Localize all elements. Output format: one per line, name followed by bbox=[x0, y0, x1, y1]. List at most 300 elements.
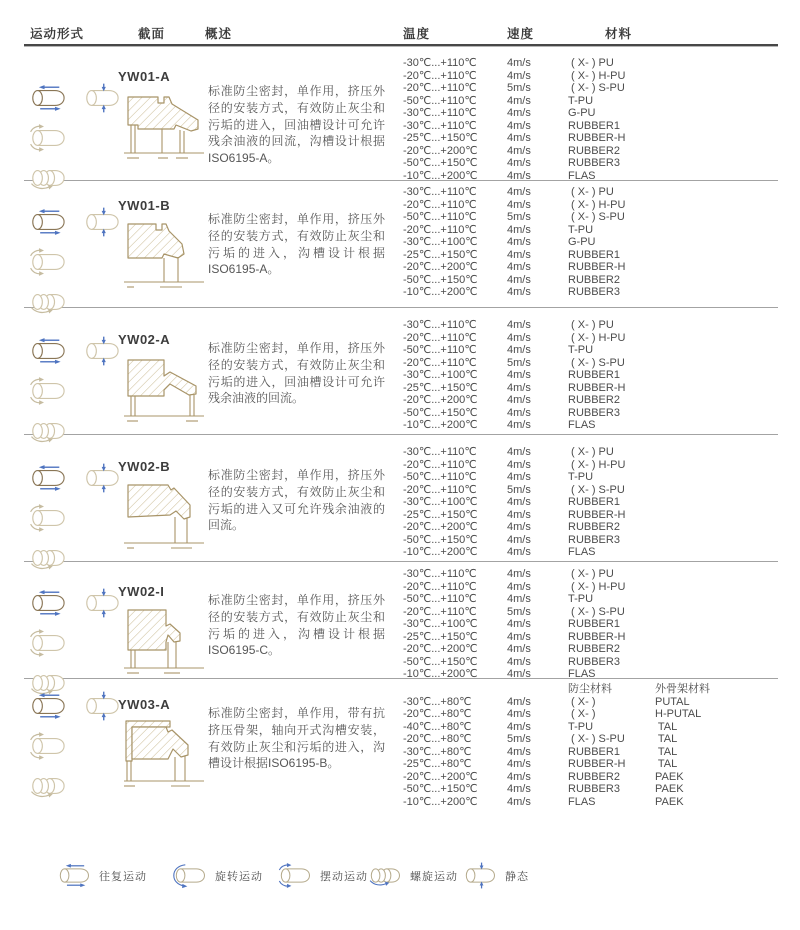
speed-value: 4m/s bbox=[507, 169, 531, 182]
speed-value: 4m/s bbox=[507, 630, 531, 643]
dust-material-header: 防尘材料 bbox=[568, 683, 612, 695]
temp-range: -20℃...+110℃ bbox=[403, 483, 477, 496]
static-motion-icon bbox=[82, 336, 122, 366]
speed-value: 4m/s bbox=[507, 568, 531, 580]
product-description: 标准防尘密封，单作用，挤压外径的安装方式，有效防止灰尘和污垢的进入，沟槽设计根据ISO6195-C。 bbox=[208, 593, 385, 658]
cross-section-drawing bbox=[118, 715, 210, 795]
oscillating-motion-icon bbox=[28, 731, 68, 761]
temp-range: -20℃...+110℃ bbox=[403, 69, 477, 82]
col-header-overview: 概述 bbox=[205, 27, 233, 41]
spec-line bbox=[403, 107, 778, 120]
reciprocating-motion-icon bbox=[28, 207, 68, 237]
product-rows bbox=[24, 47, 778, 829]
material-value: RUBBER-H bbox=[568, 630, 626, 643]
temp-range: -20℃...+110℃ bbox=[403, 331, 477, 344]
spec-line bbox=[403, 746, 778, 759]
motion-icon-cluster bbox=[28, 336, 126, 446]
speed-value: 4m/s bbox=[507, 94, 531, 107]
spec-line bbox=[403, 249, 778, 262]
skeleton-material-value: PUTAL bbox=[655, 695, 690, 708]
temp-range: -20℃...+200℃ bbox=[403, 770, 478, 783]
material-value: T-PU bbox=[568, 223, 594, 236]
speed-value: 4m/s bbox=[507, 770, 531, 783]
legend-label: 螺旋运动 bbox=[410, 870, 458, 883]
spec-table bbox=[403, 568, 778, 681]
spec-line bbox=[403, 369, 778, 382]
material-value: ( X- ) PU bbox=[568, 186, 614, 198]
material-value: ( X- ) S-PU bbox=[568, 605, 625, 618]
cross-section-drawing bbox=[118, 602, 210, 682]
temp-range: -10℃...+200℃ bbox=[403, 419, 478, 432]
speed-value: 5m/s bbox=[507, 483, 531, 496]
temp-range: -20℃...+110℃ bbox=[403, 223, 477, 236]
spec-line bbox=[403, 721, 778, 734]
speed-value: 4m/s bbox=[507, 381, 531, 394]
oscillating-motion-icon bbox=[277, 862, 313, 889]
material-value: FLAS bbox=[568, 169, 596, 182]
material-value: ( X- ) H-PU bbox=[568, 458, 626, 471]
model-name: YW01-B bbox=[118, 198, 171, 213]
speed-value: 4m/s bbox=[507, 471, 531, 484]
speed-value: 4m/s bbox=[507, 394, 531, 407]
speed-value: 4m/s bbox=[507, 223, 531, 236]
temp-range: -50℃...+110℃ bbox=[403, 211, 477, 224]
skeleton-material-value: TAL bbox=[655, 745, 678, 758]
speed-value: 5m/s bbox=[507, 211, 531, 224]
material-value: RUBBER1 bbox=[568, 119, 620, 132]
spec-line bbox=[403, 394, 778, 407]
temp-range: -20℃...+200℃ bbox=[403, 521, 478, 534]
spec-line bbox=[403, 286, 778, 299]
speed-value: 4m/s bbox=[507, 546, 531, 559]
temp-range: -30℃...+110℃ bbox=[403, 57, 477, 69]
spec-line bbox=[403, 407, 778, 420]
temp-range: -50℃...+110℃ bbox=[403, 471, 477, 484]
temp-range: -30℃...+80℃ bbox=[403, 695, 472, 708]
product-description: 标准防尘密封，单作用，带有抗挤压骨架，轴向开式沟槽安装，有效防止灰尘和污垢的进入，沟槽设计根据ISO6195-B。 bbox=[208, 706, 385, 771]
material-value: RUBBER2 bbox=[568, 273, 620, 286]
spec-line bbox=[403, 145, 778, 158]
speed-value: 4m/s bbox=[507, 406, 531, 419]
temp-range: -25℃...+80℃ bbox=[403, 758, 472, 771]
material-value: T-PU bbox=[568, 720, 594, 733]
material-value: T-PU bbox=[568, 344, 594, 357]
spec-line bbox=[403, 643, 778, 656]
spec-line bbox=[403, 211, 778, 224]
material-value: RUBBER-H bbox=[568, 508, 626, 521]
temp-range: -30℃...+110℃ bbox=[403, 446, 477, 458]
skeleton-material-value: TAL bbox=[655, 720, 678, 733]
spec-line bbox=[403, 796, 778, 809]
legend-label: 旋转运动 bbox=[215, 870, 263, 883]
temp-range: -25℃...+150℃ bbox=[403, 381, 478, 394]
speed-value: 4m/s bbox=[507, 758, 531, 771]
material-value: ( X- ) S-PU bbox=[568, 356, 625, 369]
material-value: ( X- ) PU bbox=[568, 319, 614, 331]
material-value: ( X- ) S-PU bbox=[568, 733, 625, 746]
speed-value: 4m/s bbox=[507, 643, 531, 656]
temp-range: -20℃...+110℃ bbox=[403, 458, 477, 471]
material-value: RUBBER-H bbox=[568, 261, 626, 274]
material-value: FLAS bbox=[568, 668, 596, 681]
speed-value: 4m/s bbox=[507, 708, 531, 721]
spec-line bbox=[403, 319, 778, 332]
static-motion-icon bbox=[462, 862, 498, 889]
material-value: ( X- ) S-PU bbox=[568, 211, 625, 224]
temp-range: -20℃...+200℃ bbox=[403, 394, 478, 407]
temp-range: -50℃...+110℃ bbox=[403, 94, 477, 107]
temp-range: -25℃...+150℃ bbox=[403, 508, 478, 521]
legend-label: 摆动运动 bbox=[320, 870, 368, 883]
legend-label: 静态 bbox=[505, 870, 529, 883]
material-value: ( X- ) bbox=[568, 708, 596, 721]
product-row bbox=[24, 435, 778, 562]
material-value: RUBBER1 bbox=[568, 248, 620, 261]
skeleton-material-value: PAEK bbox=[655, 783, 684, 796]
spiral-motion-icon bbox=[28, 771, 68, 801]
speed-value: 4m/s bbox=[507, 107, 531, 120]
skeleton-material-value: TAL bbox=[655, 758, 678, 771]
temp-range: -50℃...+150℃ bbox=[403, 655, 478, 668]
spec-line bbox=[403, 224, 778, 237]
speed-value: 4m/s bbox=[507, 655, 531, 668]
model-name: YW02-A bbox=[118, 332, 171, 347]
oscillating-motion-icon bbox=[28, 376, 68, 406]
material-value: ( X- ) bbox=[568, 695, 596, 708]
reciprocating-motion-icon bbox=[28, 588, 68, 618]
spec-line bbox=[403, 332, 778, 345]
spec-table bbox=[403, 446, 778, 559]
speed-value: 4m/s bbox=[507, 344, 531, 357]
table-header bbox=[24, 24, 778, 40]
speed-value: 4m/s bbox=[507, 369, 531, 382]
material-value: RUBBER-H bbox=[568, 758, 626, 771]
cross-section-drawing bbox=[118, 216, 210, 296]
speed-value: 4m/s bbox=[507, 261, 531, 274]
legend-item bbox=[367, 862, 458, 889]
material-value: RUBBER3 bbox=[568, 157, 620, 170]
speed-value: 4m/s bbox=[507, 580, 531, 593]
skeleton-material-value: TAL bbox=[655, 733, 678, 746]
material-value: RUBBER3 bbox=[568, 406, 620, 419]
temp-range: -20℃...+80℃ bbox=[403, 708, 472, 721]
motion-icon-cluster bbox=[28, 463, 126, 573]
product-description: 标准防尘密封，单作用，挤压外径的安装方式，有效防止灰尘和污垢的进入，沟槽设计根据ISO6195-A。 bbox=[208, 212, 385, 277]
spec-line bbox=[403, 534, 778, 547]
spec-line bbox=[403, 57, 778, 70]
temp-range: -20℃...+110℃ bbox=[403, 356, 477, 369]
speed-value: 4m/s bbox=[507, 286, 531, 299]
model-name: YW02-B bbox=[118, 459, 171, 474]
spec-line bbox=[403, 186, 778, 199]
material-value: ( X- ) PU bbox=[568, 57, 614, 69]
static-motion-icon bbox=[82, 463, 122, 493]
spec-line bbox=[403, 708, 778, 721]
material-value: RUBBER1 bbox=[568, 745, 620, 758]
speed-value: 4m/s bbox=[507, 57, 531, 69]
oscillating-motion-icon bbox=[28, 628, 68, 658]
spec-line bbox=[403, 581, 778, 594]
temp-range: -50℃...+150℃ bbox=[403, 157, 478, 170]
speed-value: 4m/s bbox=[507, 533, 531, 546]
product-row bbox=[24, 308, 778, 435]
cross-section-drawing bbox=[118, 87, 210, 167]
spec-line bbox=[403, 382, 778, 395]
static-motion-icon bbox=[82, 83, 122, 113]
motion-legend bbox=[48, 862, 800, 896]
speed-value: 4m/s bbox=[507, 496, 531, 509]
temp-range: -30℃...+100℃ bbox=[403, 496, 478, 509]
legend-item bbox=[172, 862, 263, 889]
static-motion-icon bbox=[82, 588, 122, 618]
speed-value: 4m/s bbox=[507, 69, 531, 82]
skeleton-material-value: PAEK bbox=[655, 795, 684, 808]
skeleton-material-header: 外骨架材料 bbox=[655, 683, 710, 695]
reciprocating-motion-icon bbox=[28, 691, 68, 721]
temp-range: -30℃...+80℃ bbox=[403, 745, 472, 758]
temp-range: -10℃...+200℃ bbox=[403, 286, 478, 299]
oscillating-motion-icon bbox=[28, 503, 68, 533]
material-value: ( X- ) S-PU bbox=[568, 483, 625, 496]
material-value: RUBBER2 bbox=[568, 770, 620, 783]
speed-value: 5m/s bbox=[507, 82, 531, 95]
temp-range: -20℃...+110℃ bbox=[403, 605, 477, 618]
product-description: 标准防尘密封，单作用，挤压外径的安装方式，有效防止灰尘和污垢的进入，回油槽设计可允许残余油液的回流。 bbox=[208, 341, 385, 406]
spec-line bbox=[403, 496, 778, 509]
spec-line bbox=[403, 199, 778, 212]
material-value: FLAS bbox=[568, 546, 596, 559]
spec-line bbox=[403, 344, 778, 357]
spec-line bbox=[403, 733, 778, 746]
temp-range: -20℃...+110℃ bbox=[403, 580, 477, 593]
spec-line bbox=[403, 758, 778, 771]
spec-line bbox=[403, 631, 778, 644]
speed-value: 4m/s bbox=[507, 236, 531, 249]
motion-icon-cluster bbox=[28, 83, 126, 193]
temp-range: -30℃...+110℃ bbox=[403, 107, 477, 120]
temp-range: -40℃...+80℃ bbox=[403, 720, 472, 733]
material-value: G-PU bbox=[568, 107, 596, 120]
spec-table bbox=[403, 57, 778, 182]
material-value: G-PU bbox=[568, 236, 596, 249]
col-header-section: 截面 bbox=[138, 27, 166, 41]
speed-value: 4m/s bbox=[507, 419, 531, 432]
temp-range: -20℃...+110℃ bbox=[403, 82, 477, 95]
temp-range: -20℃...+200℃ bbox=[403, 643, 478, 656]
spec-line bbox=[403, 484, 778, 497]
legend-item bbox=[277, 862, 368, 889]
speed-value: 4m/s bbox=[507, 593, 531, 606]
reciprocating-motion-icon bbox=[28, 336, 68, 366]
legend-item bbox=[56, 862, 147, 889]
speed-value: 4m/s bbox=[507, 331, 531, 344]
oscillating-motion-icon bbox=[28, 247, 68, 277]
spec-line bbox=[403, 471, 778, 484]
legend-item bbox=[462, 862, 529, 889]
material-value: ( X- ) H-PU bbox=[568, 331, 626, 344]
rotary-motion-icon bbox=[172, 862, 208, 889]
speed-value: 4m/s bbox=[507, 521, 531, 534]
spec-line bbox=[403, 656, 778, 669]
spec-line bbox=[403, 157, 778, 170]
speed-value: 4m/s bbox=[507, 198, 531, 211]
spec-line bbox=[403, 521, 778, 534]
spec-line bbox=[403, 70, 778, 83]
material-value: T-PU bbox=[568, 471, 594, 484]
temp-range: -10℃...+200℃ bbox=[403, 546, 478, 559]
product-description: 标准防尘密封，单作用，挤压外径的安装方式，有效防止灰尘和污垢的进入又可允许残余油液的回流。 bbox=[208, 468, 385, 533]
speed-value: 4m/s bbox=[507, 157, 531, 170]
temp-range: -10℃...+200℃ bbox=[403, 169, 478, 182]
spec-line bbox=[403, 618, 778, 631]
temp-range: -25℃...+150℃ bbox=[403, 248, 478, 261]
product-description: 标准防尘密封，单作用，挤压外径的安装方式，有效防止灰尘和污垢的进入，回油槽设计可允许残余油液的回流，沟槽设计根据ISO6195-A。 bbox=[208, 84, 385, 166]
material-headers bbox=[403, 683, 778, 696]
temp-range: -50℃...+150℃ bbox=[403, 533, 478, 546]
temp-range: -25℃...+150℃ bbox=[403, 132, 478, 145]
spec-line bbox=[403, 419, 778, 432]
spec-line bbox=[403, 95, 778, 108]
col-header-motion-type: 运动形式 bbox=[30, 27, 85, 41]
speed-value: 4m/s bbox=[507, 745, 531, 758]
temp-range: -20℃...+80℃ bbox=[403, 733, 472, 746]
temp-range: -10℃...+200℃ bbox=[403, 668, 478, 681]
speed-value: 4m/s bbox=[507, 668, 531, 681]
temp-range: -50℃...+150℃ bbox=[403, 273, 478, 286]
temp-range: -30℃...+110℃ bbox=[403, 119, 477, 132]
cross-section-drawing bbox=[118, 350, 210, 430]
speed-value: 4m/s bbox=[507, 695, 531, 708]
motion-icon-cluster bbox=[28, 691, 126, 801]
material-value: RUBBER2 bbox=[568, 144, 620, 157]
temp-range: -50℃...+150℃ bbox=[403, 783, 478, 796]
model-name: YW01-A bbox=[118, 69, 171, 84]
speed-value: 4m/s bbox=[507, 144, 531, 157]
spec-table bbox=[403, 319, 778, 432]
col-header-temperature: 温度 bbox=[403, 27, 431, 41]
oscillating-motion-icon bbox=[28, 123, 68, 153]
col-header-speed: 速度 bbox=[507, 27, 535, 41]
temp-range: -25℃...+150℃ bbox=[403, 630, 478, 643]
temp-range: -30℃...+110℃ bbox=[403, 186, 477, 198]
reciprocating-motion-icon bbox=[56, 862, 92, 889]
model-name: YW02-I bbox=[118, 584, 165, 599]
material-value: RUBBER1 bbox=[568, 496, 620, 509]
spec-line bbox=[403, 82, 778, 95]
temp-range: -10℃...+200℃ bbox=[403, 795, 478, 808]
material-value: RUBBER3 bbox=[568, 783, 620, 796]
material-value: RUBBER3 bbox=[568, 655, 620, 668]
spec-line bbox=[403, 783, 778, 796]
static-motion-icon bbox=[82, 207, 122, 237]
material-value: ( X- ) H-PU bbox=[568, 198, 626, 211]
spec-line bbox=[403, 446, 778, 459]
legend-label: 往复运动 bbox=[99, 870, 147, 883]
temp-range: -30℃...+100℃ bbox=[403, 369, 478, 382]
spec-line bbox=[403, 120, 778, 133]
speed-value: 4m/s bbox=[507, 508, 531, 521]
spec-line bbox=[403, 459, 778, 472]
product-row bbox=[24, 562, 778, 679]
speed-value: 4m/s bbox=[507, 783, 531, 796]
col-header-material: 材料 bbox=[605, 27, 633, 41]
temp-range: -20℃...+200℃ bbox=[403, 261, 478, 274]
temp-range: -30℃...+100℃ bbox=[403, 618, 478, 631]
temp-range: -20℃...+200℃ bbox=[403, 144, 478, 157]
temp-range: -50℃...+150℃ bbox=[403, 406, 478, 419]
spec-line bbox=[403, 236, 778, 249]
material-value: RUBBER3 bbox=[568, 286, 620, 299]
speed-value: 5m/s bbox=[507, 356, 531, 369]
product-row bbox=[24, 47, 778, 181]
temp-range: -30℃...+100℃ bbox=[403, 236, 478, 249]
speed-value: 4m/s bbox=[507, 248, 531, 261]
material-value: RUBBER-H bbox=[568, 381, 626, 394]
product-row bbox=[24, 679, 778, 829]
temp-range: -20℃...+110℃ bbox=[403, 198, 477, 211]
spec-line bbox=[403, 771, 778, 784]
speed-value: 4m/s bbox=[507, 273, 531, 286]
material-value: RUBBER3 bbox=[568, 533, 620, 546]
spec-line bbox=[403, 509, 778, 522]
spec-line bbox=[403, 593, 778, 606]
speed-value: 4m/s bbox=[507, 446, 531, 458]
material-value: T-PU bbox=[568, 593, 594, 606]
product-row bbox=[24, 181, 778, 308]
temp-range: -50℃...+110℃ bbox=[403, 344, 477, 357]
speed-value: 5m/s bbox=[507, 733, 531, 746]
speed-value: 4m/s bbox=[507, 720, 531, 733]
material-value: T-PU bbox=[568, 94, 594, 107]
material-value: ( X- ) PU bbox=[568, 446, 614, 458]
speed-value: 4m/s bbox=[507, 119, 531, 132]
static-motion-icon bbox=[82, 691, 122, 721]
spec-line bbox=[403, 357, 778, 370]
spec-line bbox=[403, 606, 778, 619]
material-value: RUBBER1 bbox=[568, 618, 620, 631]
speed-value: 4m/s bbox=[507, 795, 531, 808]
cross-section-drawing bbox=[118, 477, 210, 557]
material-value: ( X- ) PU bbox=[568, 568, 614, 580]
material-value: RUBBER2 bbox=[568, 643, 620, 656]
spec-table bbox=[403, 186, 778, 299]
speed-value: 4m/s bbox=[507, 319, 531, 331]
spec-line bbox=[403, 546, 778, 559]
material-value: ( X- ) S-PU bbox=[568, 82, 625, 95]
spec-line bbox=[403, 568, 778, 581]
skeleton-material-value: H-PUTAL bbox=[655, 708, 702, 721]
spec-line bbox=[403, 274, 778, 287]
material-value: RUBBER2 bbox=[568, 521, 620, 534]
temp-range: -50℃...+110℃ bbox=[403, 593, 477, 606]
speed-value: 5m/s bbox=[507, 605, 531, 618]
reciprocating-motion-icon bbox=[28, 83, 68, 113]
material-value: ( X- ) H-PU bbox=[568, 69, 626, 82]
material-value: RUBBER-H bbox=[568, 132, 626, 145]
temp-range: -30℃...+110℃ bbox=[403, 568, 477, 580]
spec-table bbox=[403, 683, 778, 808]
temp-range: -30℃...+110℃ bbox=[403, 319, 477, 331]
material-value: RUBBER1 bbox=[568, 369, 620, 382]
speed-value: 4m/s bbox=[507, 458, 531, 471]
model-name: YW03-A bbox=[118, 697, 171, 712]
speed-value: 4m/s bbox=[507, 186, 531, 198]
skeleton-material-value: PAEK bbox=[655, 770, 684, 783]
speed-value: 4m/s bbox=[507, 132, 531, 145]
speed-value: 4m/s bbox=[507, 618, 531, 631]
material-value: FLAS bbox=[568, 419, 596, 432]
material-value: FLAS bbox=[568, 795, 596, 808]
